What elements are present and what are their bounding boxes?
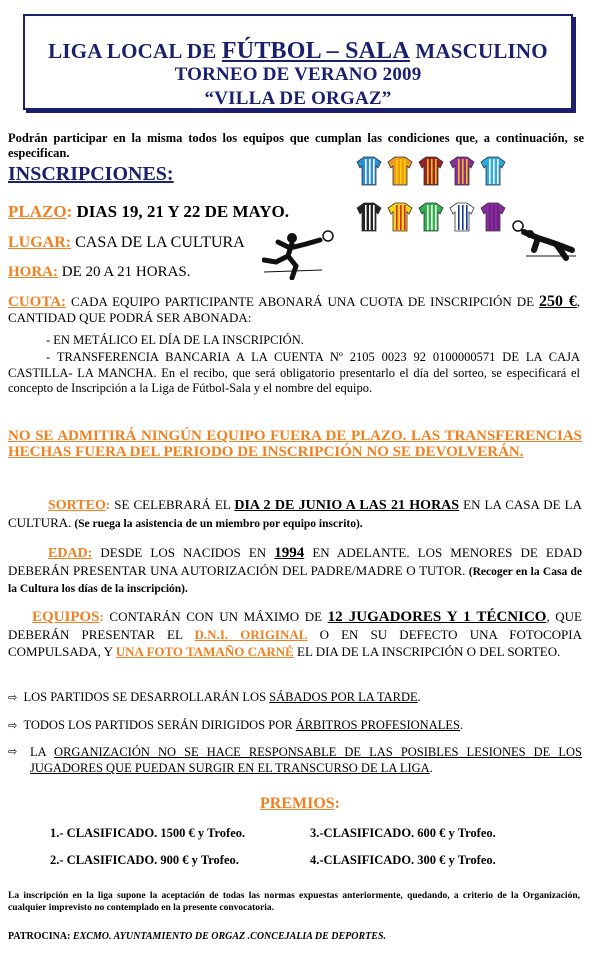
title-sport: FÚTBOL – SALA [221, 38, 410, 64]
arrow-icon: ⇨ [8, 745, 18, 758]
sorteo-text-2: EN LA CASA DE LA CULTURA. [8, 497, 582, 530]
equipos-text-3: O EN SU DEFECTO UNA FOTOCOPIA COMPULSADA, Y [8, 627, 582, 659]
title-line-3: “VILLA DE ORGAZ” [204, 88, 392, 109]
edad-text-1: DESDE LOS NACIDOS EN [92, 545, 275, 560]
title-line-2: TORNEO DE VERANO 2009 [174, 64, 422, 85]
premios-title: PREMIOS [260, 795, 335, 812]
sorteo-note: (Se ruega la asistencia de un miembro por equipo inscrito). [71, 518, 363, 530]
title-post: MASCULINO [409, 39, 548, 63]
bullet-2-underlined: ÁRBITROS PROFESIONALES [295, 718, 460, 732]
equipos-text-2: , QUE DEBERÁN PRESENTAR EL [8, 609, 582, 642]
sponsor-label: PATROCINA: [8, 931, 73, 942]
equipos-max: 12 JUGADORES Y 1 TÉCNICO [327, 609, 547, 625]
premios-sep: : [334, 795, 340, 812]
title-line-1 [25, 38, 571, 65]
title-box [23, 14, 573, 110]
jersey-icon [449, 156, 475, 186]
warning-text: NO SE ADMITIRÁ NINGÚN EQUIPO FUERA DE PLAZO. LAS TRANSFERENCIAS HECHAS FUERA DEL PERIODO DE INSCRIPCIÓN NO SE DEVOLVERÁN. [8, 428, 582, 460]
bullet-3-end: . [429, 761, 433, 775]
sorteo-sep: : [105, 497, 111, 512]
jersey-icon [418, 156, 444, 186]
title-pre: LIGA LOCAL DE [48, 39, 222, 63]
sorteo-label: SORTEO [48, 498, 106, 513]
lugar-label: LUGAR: [8, 234, 72, 251]
goalkeeper-icon [508, 216, 578, 262]
edad-text-2: EN ADELANTE. LOS MENORES DE EDAD DEBERÁN PRESENTAR UNA AUTORIZACIÓN DEL PADRE/MADRE O TUTOR. [8, 545, 582, 578]
equipos-text-1: CONTARÁN CON UN MÁXIMO DE [103, 609, 328, 624]
premios-heading [0, 795, 600, 813]
sorteo-date: DIA 2 DE JUNIO A LAS 21 HORAS [234, 498, 460, 513]
jersey-icon [480, 202, 506, 232]
bullet-2-text: TODOS LOS PARTIDOS SERÁN DIRIGIDOS POR [23, 718, 296, 732]
equipos-sep: : [99, 609, 104, 624]
equipos-label: EQUIPOS [32, 609, 100, 625]
jersey-icon [387, 156, 413, 186]
footer-note: La inscripción en la liga supone la aceptación de todas las normas expuestas anteriormente, quedando, a criterio de la Organización, cualquier imprevisto no contemplado en la presente convocatoria. [8, 891, 580, 913]
arrow-icon: ⇨ [8, 691, 18, 704]
bullet-3-paragraph [30, 744, 582, 776]
edad-label: EDAD: [48, 546, 93, 561]
jersey-icon [418, 202, 444, 232]
jersey-icon [480, 156, 506, 186]
bullet-partidos [8, 690, 421, 705]
bullet-1-underlined: SÁBADOS POR LA TARDE [269, 690, 418, 704]
equipos-dni: D.N.I. ORIGINAL [194, 627, 308, 642]
sponsor-value: EXCMO. AYUNTAMIENTO DE ORGAZ .CONCEJALIA DE DEPORTES. [72, 931, 387, 942]
equipos-paragraph [8, 608, 582, 660]
equipos-foto: UNA FOTO TAMAÑO CARNÉ [115, 644, 294, 659]
equipos-text-4: EL DIA DE LA INSCRIPCIÓN O DEL SORTEO. [293, 644, 561, 659]
jersey-icon [387, 202, 413, 232]
lugar-line [8, 234, 245, 252]
prize-4: 4.-CLASIFICADO. 300 € y Trofeo. [310, 853, 496, 867]
cuota-label: CUOTA: [8, 294, 67, 310]
cuota-text-2: , CANTIDAD QUE PODRÁ SER ABONADA: [8, 294, 580, 325]
jersey-icon [449, 202, 475, 232]
plazo-sep: : [66, 202, 73, 221]
lugar-value: CASA DE LA CULTURA [71, 234, 245, 251]
cuota-paragraph [8, 294, 580, 326]
jersey-icon [356, 202, 382, 232]
inscripciones-heading: INSCRIPCIONES: [8, 163, 174, 185]
jersey-icon [356, 156, 382, 186]
cuota-option-cash: - EN METÁLICO EL DÍA DE LA INSCRIPCIÓN. [46, 333, 304, 347]
player-kicking-icon [262, 228, 346, 280]
cuota-text-1: CADA EQUIPO PARTICIPANTE ABONARÁ UNA CUOTA DE INSCRIPCIÓN DE [66, 294, 540, 309]
bullet-organizacion [8, 744, 582, 776]
sponsor-line [8, 931, 386, 942]
hora-value: DE 20 A 21 HORAS. [58, 264, 191, 280]
prize-3: 3.-CLASIFICADO. 600 € y Trofeo. [310, 826, 496, 840]
cuota-amount: 250 € [539, 293, 577, 310]
sorteo-paragraph [8, 496, 582, 533]
cuota-option-transfer: - TRANSFERENCIA BANCARIA A LA CUENTA Nº 2105 0023 92 0100000571 DE LA CAJA CASTILLA- LA MANCHA. En el recibo, que será obligatorio presentarlo el día del sorteo, se especificará el concepto de Inscripción a la Liga de Fútbol-Sala y el nombre del equipo. [8, 350, 580, 395]
bullet-1-end: . [417, 690, 421, 704]
arrow-icon: ⇨ [8, 719, 18, 732]
edad-year: 1994 [274, 545, 305, 561]
plazo-line [8, 202, 289, 222]
edad-paragraph [8, 545, 582, 598]
prize-2: 2.- CLASIFICADO. 900 € y Trofeo. [50, 853, 239, 867]
edad-note: (Recoger en la Casa de la Cultura los días de la inscripción). [8, 565, 582, 595]
bullet-2-end: . [459, 718, 464, 732]
hora-line [8, 264, 191, 281]
bullet-1-text: LOS PARTIDOS SE DESARROLLARÁN LOS [23, 690, 270, 704]
intro-text: Podrán participar en la misma todos los equipos que cumplan las condiciones que, a continuación, se especifican. [8, 131, 584, 160]
plazo-value: DIAS 19, 21 Y 22 DE MAYO. [72, 202, 290, 221]
bullet-3-underlined: ORGANIZACIÓN NO SE HACE RESPONSABLE DE LAS POSIBLES LESIONES DE LOS JUGADORES QUE PUEDAN SURGIR EN EL TRANSCURSO DE LA LIGA [30, 745, 582, 775]
bullet-3-text: LA [30, 745, 55, 759]
bullet-arbitros [8, 718, 463, 733]
plazo-label: PLAZO [8, 202, 67, 221]
prize-1: 1.- CLASIFICADO. 1500 € y Trofeo. [50, 826, 246, 840]
hora-label: HORA: [8, 264, 58, 280]
sorteo-text-1: SE CELEBRARÁ EL [110, 497, 235, 512]
